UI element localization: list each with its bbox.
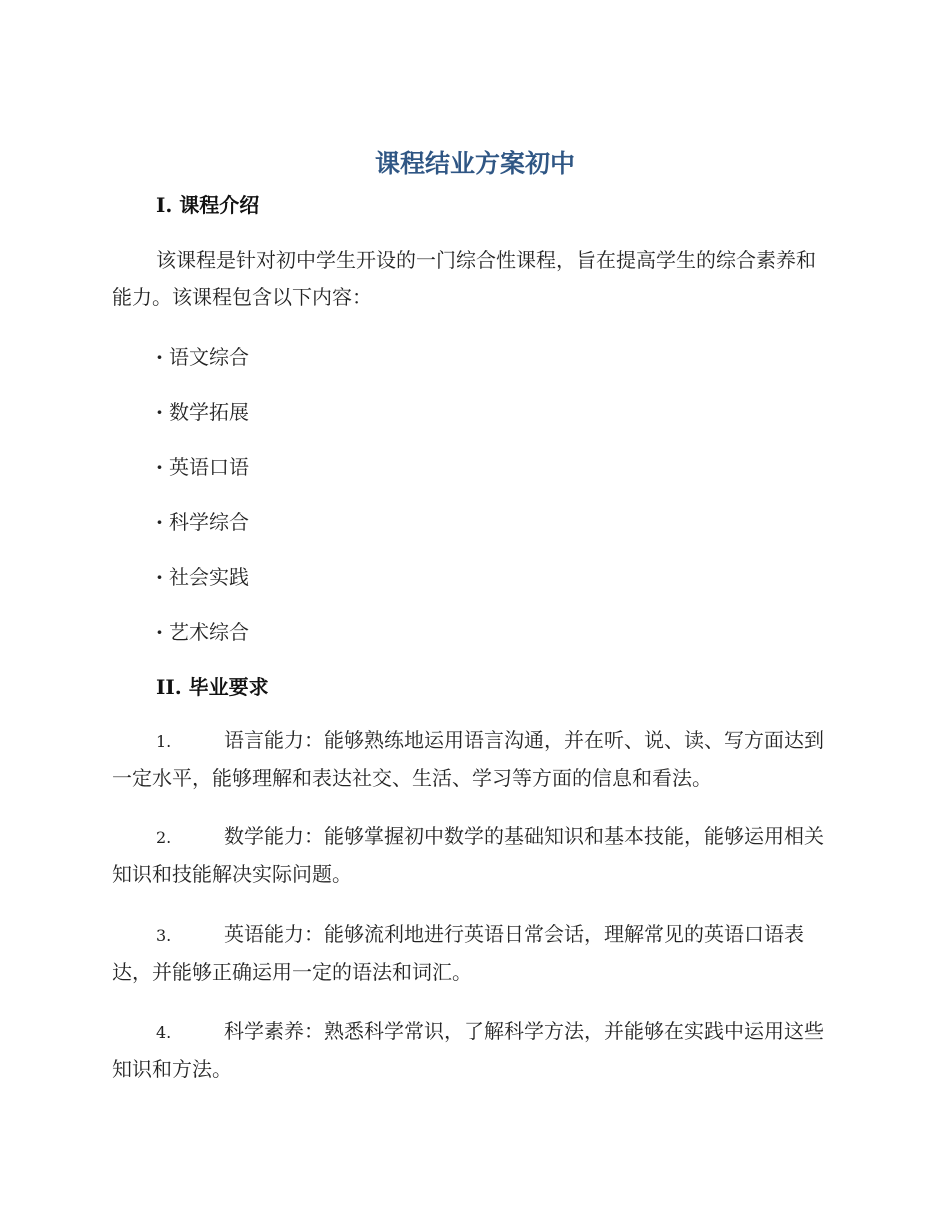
- list-item: [156, 507, 249, 537]
- bullet-icon: ·: [156, 565, 163, 589]
- list-item: [156, 562, 249, 592]
- requirement-text: 数学能力：能够掌握初中数学的基础知识和基本技能，能够运用相关知识和技能解决实际问题。: [112, 824, 824, 886]
- requirement-number: 2.: [156, 828, 172, 847]
- list-item: [156, 617, 249, 647]
- list-item-label: 科学综合: [169, 510, 249, 534]
- list-item-label: 艺术综合: [169, 620, 249, 644]
- intro-paragraph: 该课程是针对初中学生开设的一门综合性课程，旨在提高学生的综合素养和能力。该课程包含以下内容：: [112, 248, 816, 309]
- list-item-label: 语文综合: [169, 345, 249, 369]
- bullet-icon: ·: [156, 510, 163, 534]
- requirement-text: 语言能力：能够熟练地运用语言沟通，并在听、说、读、写方面达到一定水平，能够理解和表达社交、生活、学习等方面的信息和看法。: [112, 728, 824, 790]
- requirement-number: 4.: [156, 1023, 172, 1042]
- requirement-text: 英语能力：能够流利地进行英语日常会话，理解常见的英语口语表达，并能够正确运用一定的语法和词汇。: [112, 922, 804, 984]
- requirement-item: [112, 1013, 834, 1088]
- page-title: 课程结业方案初中: [374, 149, 575, 178]
- list-item: [156, 342, 249, 372]
- list-item: [156, 452, 249, 482]
- section-heading-course-intro: I. 课程介绍: [156, 193, 260, 217]
- requirement-item: [112, 916, 834, 991]
- requirement-number: 3.: [156, 926, 172, 945]
- requirement-text: 科学素养：熟悉科学常识，了解科学方法，并能够在实践中运用这些知识和方法。: [112, 1019, 824, 1081]
- list-item-label: 数学拓展: [169, 400, 249, 424]
- section-heading-graduation-requirements: II. 毕业要求: [156, 675, 269, 699]
- list-item-label: 社会实践: [169, 565, 249, 589]
- list-item: [156, 397, 249, 427]
- requirement-number: 1.: [156, 732, 172, 751]
- bullet-icon: ·: [156, 455, 163, 479]
- list-item-label: 英语口语: [169, 455, 249, 479]
- requirement-item: [112, 818, 834, 893]
- requirement-item: [112, 722, 834, 797]
- bullet-icon: ·: [156, 345, 163, 369]
- bullet-icon: ·: [156, 620, 163, 644]
- bullet-icon: ·: [156, 400, 163, 424]
